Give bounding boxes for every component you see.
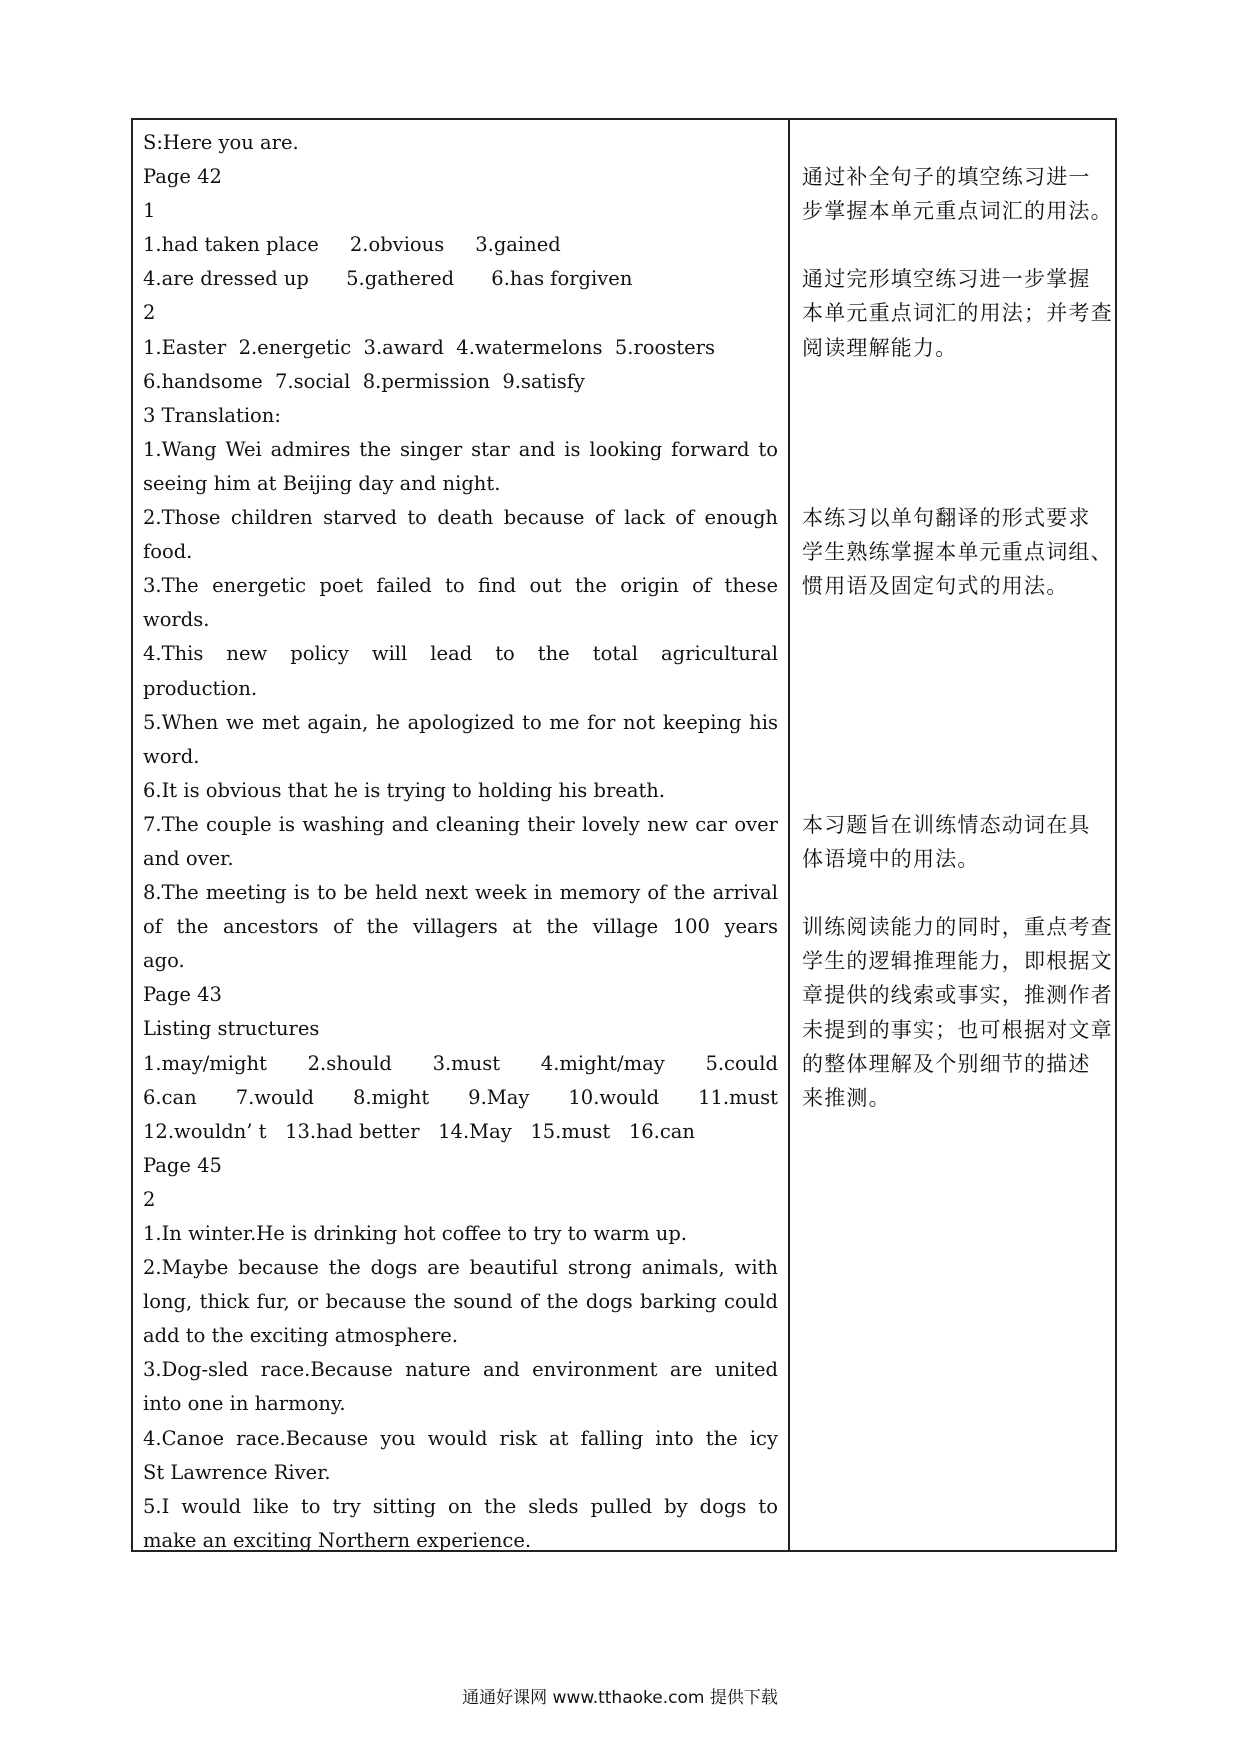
note-line: 学生的逻辑推理能力，即根据文 [802, 949, 1113, 974]
answer-line: words. [143, 608, 210, 632]
answer-line: into one in harmony. [143, 1392, 346, 1416]
answer-line: 3.Dog-sled race.Because nature and environment are united [143, 1358, 778, 1382]
answer-line: Page 43 [143, 983, 222, 1007]
page-footer: 通通好课网 www.tthaoke.com 提供下载 [462, 1688, 778, 1708]
answer-line: 4.This new policy will lead to the total agricultural [143, 642, 778, 666]
answer-line: 5.I would like to try sitting on the sleds pulled by dogs to [143, 1494, 778, 1518]
answer-line: 1.had taken place 2.obvious 3.gained [143, 233, 561, 257]
answer-line: 1.Easter 2.energetic 3.award 4.watermelons 5.roosters [143, 335, 716, 359]
answer-line: Page 42 [143, 165, 222, 189]
note-line: 体语境中的用法。 [802, 847, 980, 872]
answer-line: word. [143, 744, 200, 768]
answer-line: 12.wouldn’ t 13.had better 14.May 15.must 16.can [143, 1119, 695, 1143]
answer-line: 1 [143, 199, 156, 223]
answers-column [133, 120, 790, 1550]
answer-line: long, thick fur, or because the sound of the dogs barking could [143, 1290, 778, 1314]
answer-line: 3.The energetic poet failed to find out the origin of these [143, 574, 778, 598]
note-line: 本习题旨在训练情态动词在具 [802, 813, 1091, 837]
teaching-note [802, 160, 1112, 228]
note-line: 通过完形填空练习进一步掌握 [802, 267, 1091, 292]
answer-line: seeing him at Beijing day and night. [143, 471, 501, 495]
answer-line: Page 45 [143, 1153, 222, 1177]
teaching-note [802, 262, 1112, 364]
note-line: 章提供的线索或事实，推测作者 [802, 983, 1113, 1008]
answer-table [131, 118, 1117, 1552]
note-line: 来推测。 [802, 1085, 891, 1110]
answer-line: make an exciting Northern experience. [143, 1528, 532, 1552]
answer-line: 2 [143, 1187, 156, 1211]
answer-line: 6.can 7.would 8.might 9.May 10.would 11.must [143, 1085, 778, 1109]
answer-line: 5.When we met again, he apologized to me for not keeping his [143, 710, 778, 734]
answer-line: S:Here you are. [143, 131, 299, 154]
answer-line: 1.In winter.He is drinking hot coffee to try to warm up. [143, 1222, 688, 1245]
answer-line: ago. [143, 949, 185, 973]
note-line: 阅读理解能力。 [802, 335, 958, 360]
answer-line: add to the exciting atmosphere. [143, 1324, 459, 1348]
answer-line: 1.may/might 2.should 3.must 4.might/may 5.could [143, 1051, 778, 1075]
answer-line: 6.It is obvious that he is trying to holding his breath. [143, 778, 666, 802]
answer-line: 3 Translation: [143, 403, 281, 427]
answer-line: St Lawrence River. [143, 1460, 331, 1484]
answer-line: and over. [143, 846, 234, 870]
note-line: 本练习以单句翻译的形式要求 [802, 506, 1091, 531]
notes-column [790, 120, 1115, 1550]
answer-line: 2.Those children starved to death because of lack of enough [143, 506, 778, 530]
teaching-note [802, 501, 1112, 603]
answer-line: of the ancestors of the villagers at the village 100 years [143, 915, 778, 939]
answer-line: 2 [143, 301, 156, 325]
note-line: 步掌握本单元重点词汇的用法。 [802, 199, 1113, 224]
answer-line: food. [143, 540, 193, 564]
answer-line: 6.handsome 7.social 8.permission 9.satisfy [143, 369, 585, 393]
note-line: 训练阅读能力的同时，重点考查 [802, 915, 1113, 940]
answer-line: 8.The meeting is to be held next week in memory of the arrival [143, 881, 778, 905]
teaching-note [802, 910, 1112, 1115]
note-line: 本单元重点词汇的用法；并考查 [802, 301, 1113, 326]
note-line: 未提到的事实；也可根据对文章 [802, 1017, 1113, 1042]
note-line: 学生熟练掌握本单元重点词组、 [802, 540, 1113, 565]
answer-line: 1.Wang Wei admires the singer star and is looking forward to [143, 437, 778, 461]
answer-line: Listing structures [143, 1017, 320, 1041]
answer-line: production. [143, 676, 258, 700]
teaching-note [802, 808, 1112, 876]
answer-line: 4.Canoe race.Because you would risk at falling into the icy [143, 1426, 778, 1450]
answer-line: 4.are dressed up 5.gathered 6.has forgiven [143, 267, 633, 291]
note-line: 的整体理解及个别细节的描述 [802, 1051, 1091, 1076]
answer-line: 2.Maybe because the dogs are beautiful strong animals, with [143, 1256, 778, 1280]
answer-line: 7.The couple is washing and cleaning their lovely new car over [143, 812, 778, 836]
note-line: 惯用语及固定句式的用法。 [802, 574, 1069, 599]
note-line: 通过补全句子的填空练习进一 [802, 165, 1091, 190]
